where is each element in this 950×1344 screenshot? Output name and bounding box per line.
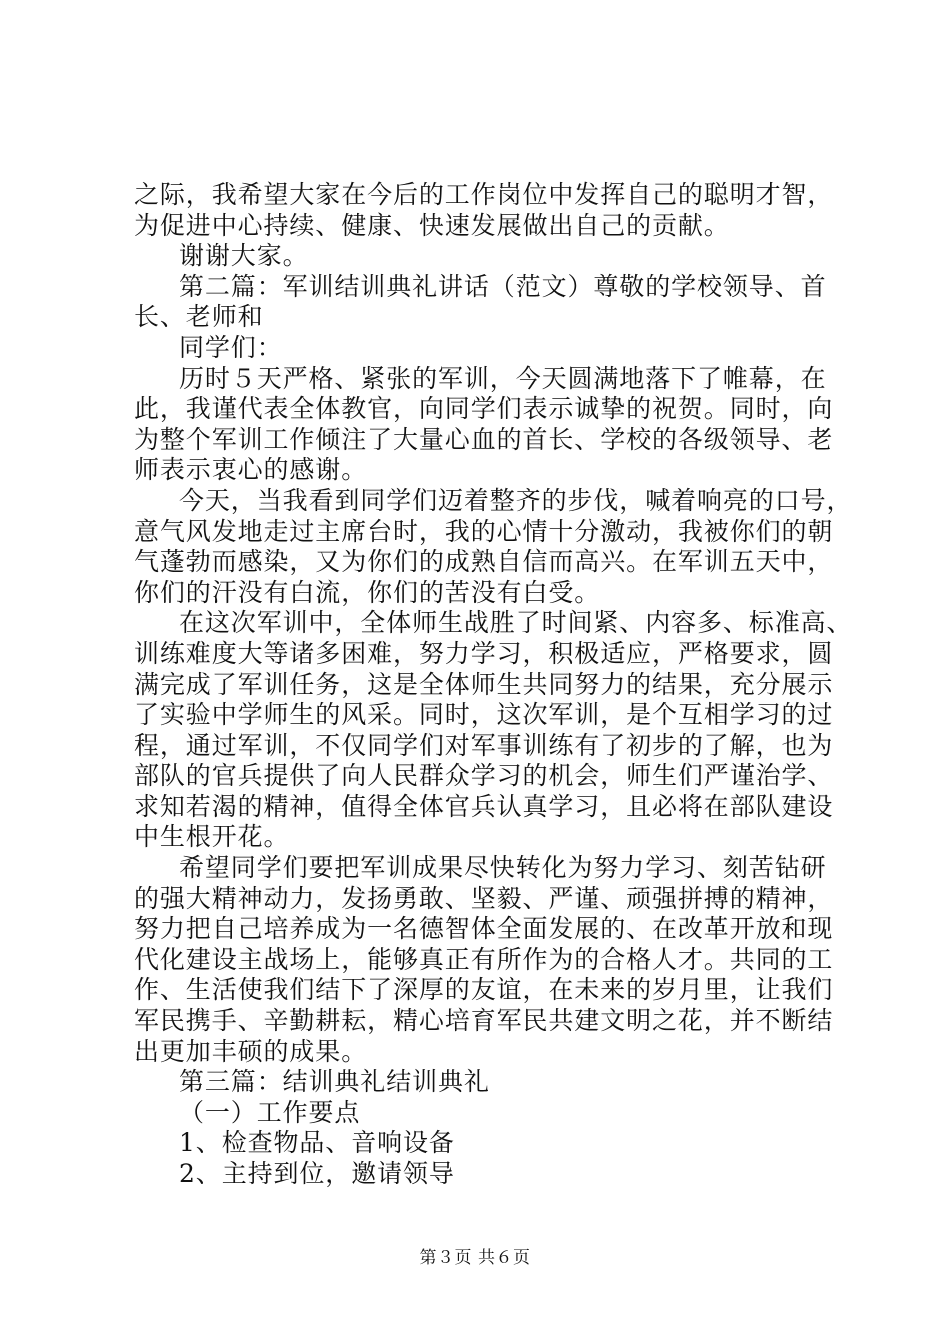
text-line: 第二篇：军训结训典礼讲话（范文）尊敬的学校领导、首 xyxy=(179,271,827,301)
text-line: 同学们： xyxy=(179,332,283,362)
text-line: 的强大精神动力，发扬勇敢、坚毅、严谨、顽强拼搏的精神， xyxy=(134,883,834,913)
text-line: 你们的汗没有白流，你们的苦没有白受。 xyxy=(134,577,601,607)
text-line: 为促进中心持续、健康、快速发展做出自己的贡献。 xyxy=(134,210,730,240)
text-line: 师表示衷心的感谢。 xyxy=(134,455,368,485)
text-line: 气蓬勃而感染，又为你们的成熟自信而高兴。在军训五天中， xyxy=(134,547,834,577)
text-line: 为整个军训工作倾注了大量心血的首长、学校的各级领导、老 xyxy=(134,424,834,454)
text-line: 2、主持到位，邀请领导 xyxy=(179,1159,455,1188)
text-line: 程，通过军训，不仅同学们对军事训练有了初步的了解，也为 xyxy=(134,730,834,760)
text-line: 此，我谨代表全体教官，向同学们表示诚挚的祝贺。同时，向 xyxy=(134,394,834,424)
text-line: 满完成了军训任务，这是全体师生共同努力的结果，充分展示 xyxy=(134,669,834,699)
text-line: 第三篇：结训典礼结训典礼 xyxy=(179,1067,490,1097)
document-body xyxy=(134,180,853,1190)
text-line: 军民携手、辛勤耕耘，精心培育军民共建文明之花，并不断结 xyxy=(134,1006,834,1036)
text-line: 部队的官兵提供了向人民群众学习的机会，师生们严谨治学、 xyxy=(134,761,834,791)
text-line: 出更加丰硕的成果。 xyxy=(134,1036,368,1066)
text-line: 在这次军训中，全体师生战胜了时间紧、内容多、标准高、 xyxy=(179,608,853,638)
text-line: 历时５天严格、紧张的军训，今天圆满地落下了帷幕，在 xyxy=(179,363,827,393)
text-line: 长、老师和 xyxy=(134,302,264,332)
text-line: 意气风发地走过主席台时，我的心情十分激动，我被你们的朝 xyxy=(134,516,834,546)
page-footer: 第３页 共６页 xyxy=(419,1248,531,1268)
text-line: 之际，我希望大家在今后的工作岗位中发挥自己的聪明才智， xyxy=(134,180,834,209)
text-line: 1、检查物品、音响设备 xyxy=(179,1128,455,1158)
text-line: 中生根开花。 xyxy=(134,822,290,852)
text-line: 代化建设主战场上，能够真正有所作为的合格人才。共同的工 xyxy=(134,944,834,974)
text-line: 努力把自己培养成为一名德智体全面发展的、在改革开放和现 xyxy=(134,914,834,944)
text-line: 谢谢大家。 xyxy=(179,241,309,271)
text-line: （一）工作要点 xyxy=(179,1097,361,1127)
text-line: 希望同学们要把军训成果尽快转化为努力学习、刻苦钻研 xyxy=(179,853,827,883)
text-line: 训练难度大等诸多困难，努力学习，积极适应，严格要求，圆 xyxy=(134,638,834,668)
text-line: 了实验中学师生的风采。同时，这次军训，是个互相学习的过 xyxy=(134,700,834,730)
text-line: 今天，当我看到同学们迈着整齐的步伐，喊着响亮的口号， xyxy=(179,485,853,515)
text-line: 作、生活使我们结下了深厚的友谊，在未来的岁月里，让我们 xyxy=(134,975,834,1005)
text-line: 求知若渴的精神，值得全体官兵认真学习，且必将在部队建设 xyxy=(134,791,834,821)
